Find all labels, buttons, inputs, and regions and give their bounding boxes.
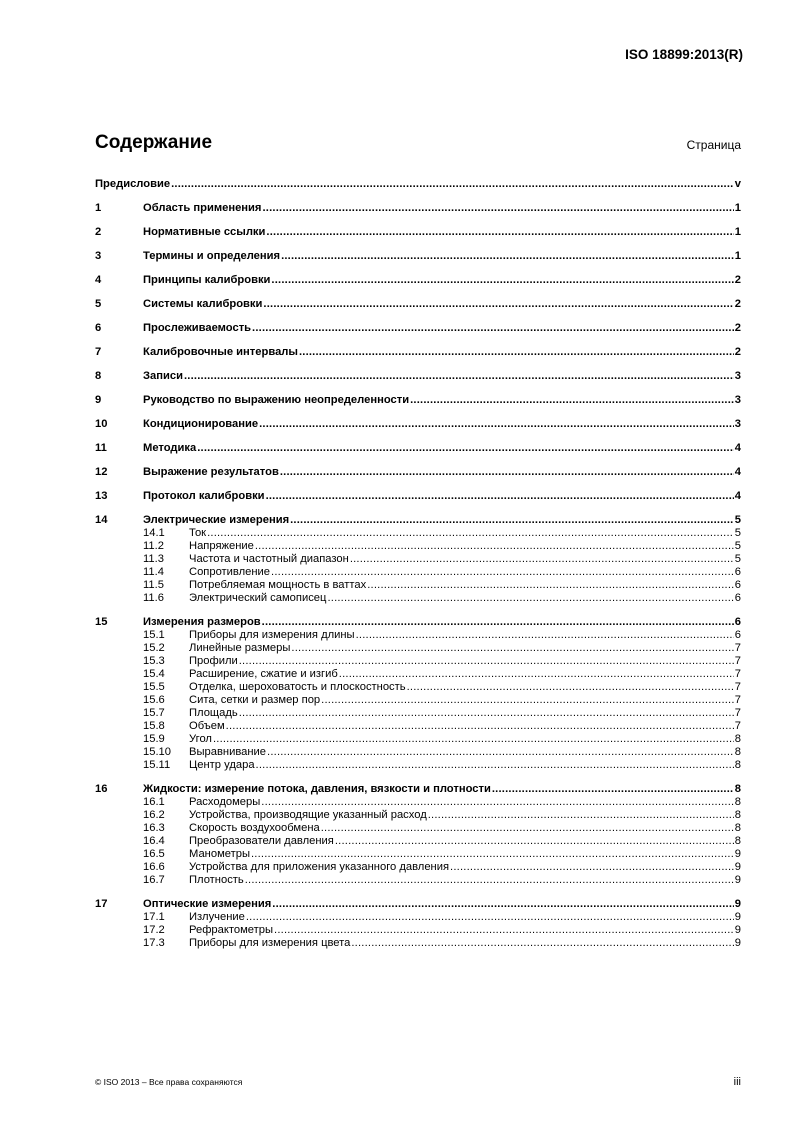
toc-entry-number: 16.4 [143, 835, 165, 847]
toc-entry-subsection[interactable] [95, 655, 741, 668]
toc-entry-page: 5 [734, 540, 741, 552]
spacer [95, 191, 741, 202]
toc-entry-page: 8 [734, 835, 741, 847]
toc-entry-number: 6 [95, 322, 102, 334]
toc-entry-page: 7 [734, 707, 741, 719]
toc-entry-section[interactable] [95, 226, 741, 239]
toc-entry-page: v [734, 178, 741, 190]
leader-dots [207, 527, 734, 540]
leader-dots [271, 566, 734, 579]
toc-entry-section[interactable] [95, 783, 741, 796]
toc-entry-number: 17.2 [143, 924, 165, 936]
toc-entry-page: 9 [734, 924, 741, 936]
toc-entry-page: 7 [734, 668, 741, 680]
toc-entry-subsection[interactable] [95, 553, 741, 566]
toc-entry-number: 16.1 [143, 796, 165, 808]
toc-entry-label: Расходомеры [189, 796, 261, 808]
leader-dots [299, 346, 734, 359]
toc-entry-section[interactable] [95, 898, 741, 911]
leader-dots [259, 418, 734, 431]
leader-dots [327, 592, 733, 605]
spacer [95, 287, 741, 298]
toc-entry-page: 2 [734, 274, 741, 286]
toc-entry-label: Манометры [189, 848, 250, 860]
leader-dots [239, 655, 734, 668]
toc-entry-label: Сопротивление [189, 566, 271, 578]
toc-entry-label: Площадь [189, 707, 238, 719]
toc-entry-page: 6 [734, 566, 741, 578]
toc-entry-label: Выравнивание [189, 746, 267, 758]
leader-dots [321, 822, 734, 835]
toc-entry-label: Калибровочные интервалы [143, 346, 298, 358]
leader-dots [274, 924, 734, 937]
toc-entry-label: Кондиционирование [143, 418, 259, 430]
spacer [95, 239, 741, 250]
toc-entry-label: Излучение [189, 911, 245, 923]
leader-dots [262, 202, 733, 215]
toc-entry-number: 17.1 [143, 911, 165, 923]
toc-entry-number: 15.9 [143, 733, 165, 745]
toc-entry-subsection[interactable] [95, 694, 741, 707]
toc-entry-subsection[interactable] [95, 681, 741, 694]
toc-entry-label: Оптические измерения [143, 898, 272, 910]
toc-entry-page: 3 [734, 418, 741, 430]
toc-entry-number: 16.3 [143, 822, 165, 834]
toc-entry-label: Методика [143, 442, 197, 454]
toc-entry-label: Ток [189, 527, 207, 539]
toc-entry-number: 16.7 [143, 874, 165, 886]
spacer [95, 311, 741, 322]
toc-entry-number: 5 [95, 298, 102, 310]
leader-dots [335, 835, 734, 848]
toc-entry-number: 15.5 [143, 681, 165, 693]
toc-entry-subsection[interactable] [95, 937, 741, 950]
toc-title: Содержание [95, 132, 213, 153]
toc-entry-page: 4 [734, 442, 741, 454]
toc-entry-number: 16.5 [143, 848, 165, 860]
spacer [95, 431, 741, 442]
toc-entry-label: Приборы для измерения длины [189, 629, 355, 641]
leader-dots [252, 322, 734, 335]
leader-dots [263, 298, 733, 311]
toc-entry-label: Частота и частотный диапазон [189, 553, 349, 565]
toc-entry-section[interactable] [95, 442, 741, 455]
toc-entry-subsection[interactable] [95, 874, 741, 887]
spacer [95, 383, 741, 394]
toc-entry-section[interactable] [95, 202, 741, 215]
toc-entry-label: Приборы для измерения цвета [189, 937, 351, 949]
toc-entry-subsection[interactable] [95, 566, 741, 579]
spacer [95, 335, 741, 346]
toc-entry-subsection[interactable] [95, 642, 741, 655]
toc-entry-subsection[interactable] [95, 592, 741, 605]
toc-entry-label: Плотность [189, 874, 244, 886]
leader-dots [410, 394, 734, 407]
toc-entry-page: 5 [734, 514, 741, 526]
leader-dots [350, 553, 734, 566]
toc-entry-number: 9 [95, 394, 102, 406]
toc-entry-page: 1 [734, 202, 741, 214]
toc-entry-page: 1 [734, 226, 741, 238]
leader-dots [450, 861, 734, 874]
leader-dots [351, 937, 733, 950]
toc-entry-section[interactable] [95, 394, 741, 407]
spacer [95, 263, 741, 274]
toc-entry-page: 7 [734, 655, 741, 667]
toc-entry-label: Системы калибровки [143, 298, 263, 310]
toc-entry-page: 8 [734, 796, 741, 808]
leader-dots [245, 874, 734, 887]
toc-entry-subsection[interactable] [95, 707, 741, 720]
toc-entry-number: 15.4 [143, 668, 165, 680]
toc-entry-section[interactable] [95, 298, 741, 311]
toc-entry-number: 15.8 [143, 720, 165, 732]
toc-entry-page: 9 [734, 937, 741, 949]
toc-entry-number: 15.2 [143, 642, 165, 654]
toc-entry-number: 15.6 [143, 694, 165, 706]
toc-entry-label: Предисловие [95, 178, 171, 190]
toc-entry-number: 14 [95, 514, 108, 526]
toc-entry-subsection[interactable] [95, 733, 741, 746]
leader-dots [367, 579, 734, 592]
toc-entry-page: 2 [734, 346, 741, 358]
toc-entry-label: Электрический самописец [189, 592, 327, 604]
toc-entry-page: 8 [734, 746, 741, 758]
toc-entry-label: Профили [189, 655, 238, 667]
toc-entry-subsection[interactable] [95, 527, 741, 540]
toc-entry-page: 9 [734, 861, 741, 873]
toc-entry-label: Центр удара [189, 759, 255, 771]
leader-dots [267, 746, 734, 759]
toc-entry-number: 13 [95, 490, 108, 502]
toc-entry-page: 9 [734, 911, 741, 923]
toc-entry-label: Потребляемая мощность в ваттах [189, 579, 367, 591]
toc-entry-subsection[interactable] [95, 835, 741, 848]
toc-entry-page: 2 [734, 298, 741, 310]
spacer [95, 772, 741, 783]
toc-entry-section[interactable] [95, 274, 741, 287]
toc-entry-label: Угол [189, 733, 212, 745]
toc-entry-number: 1 [95, 202, 102, 214]
toc-entry-page: 6 [734, 592, 741, 604]
toc-entry-number: 7 [95, 346, 102, 358]
leader-dots [213, 733, 734, 746]
leader-dots [251, 848, 734, 861]
spacer [95, 605, 741, 616]
toc-entry-label: Жидкости: измерение потока, давления, вязкости и плотности [143, 783, 491, 795]
toc-entry-number: 11.5 [143, 579, 164, 591]
leader-dots [407, 681, 734, 694]
toc-entry-page: 4 [734, 490, 741, 502]
toc-entry-label: Расширение, сжатие и изгиб [189, 668, 338, 680]
leader-dots [321, 694, 734, 707]
toc-entry-page: 7 [734, 681, 741, 693]
toc-entry-number: 16.6 [143, 861, 165, 873]
toc-entry-number: 11.3 [143, 553, 164, 565]
toc-entry-page: 2 [734, 322, 741, 334]
toc-entry-label: Записи [143, 370, 183, 382]
toc-entry-number: 12 [95, 466, 108, 478]
toc-entry-number: 11.6 [143, 592, 164, 604]
document-id: ISO 18899:2013(R) [625, 47, 743, 62]
toc-entry-number: 14.1 [143, 527, 165, 539]
toc-entry-label: Принципы калибровки [143, 274, 271, 286]
toc-entry-label: Нормативные ссылки [143, 226, 266, 238]
leader-dots [184, 370, 734, 383]
footer-page-number: iii [733, 1076, 741, 1088]
toc-entry-subsection[interactable] [95, 759, 741, 772]
toc-entry-label: Протокол калибровки [143, 490, 265, 502]
leader-dots [266, 490, 734, 503]
toc-entry-label: Устройства для приложения указанного давления [189, 861, 450, 873]
leader-dots [428, 809, 734, 822]
toc-entry-section[interactable] [95, 466, 741, 479]
toc-entry-label: Руководство по выражению неопределенности [143, 394, 410, 406]
toc-entry-page: 5 [734, 553, 741, 565]
toc-entry-number: 11.2 [143, 540, 164, 552]
toc-entry-number: 11 [95, 442, 107, 454]
leader-dots [256, 759, 734, 772]
toc-entry-number: 4 [95, 274, 102, 286]
toc-entry-number: 8 [95, 370, 102, 382]
toc-entry-number: 2 [95, 226, 102, 238]
leader-dots [261, 796, 733, 809]
leader-dots [171, 178, 734, 191]
toc-entry-page: 7 [734, 642, 741, 654]
leader-dots [246, 911, 734, 924]
toc-entry-section[interactable] [95, 418, 741, 431]
leader-dots [272, 898, 733, 911]
toc-entry-label: Скорость воздухообмена [189, 822, 320, 834]
leader-dots [281, 250, 734, 263]
toc-entry-subsection[interactable] [95, 668, 741, 681]
toc-entry-section[interactable] [95, 514, 741, 527]
page-column-label: Страница [686, 138, 741, 152]
toc-entry-subsection[interactable] [95, 911, 741, 924]
toc-entry-label: Прослеживаемость [143, 322, 252, 334]
toc-entry-number: 11.4 [143, 566, 164, 578]
toc-entry-page: 9 [734, 898, 741, 910]
toc-entry-page: 4 [734, 466, 741, 478]
toc-entry-section[interactable] [95, 370, 741, 383]
leader-dots [266, 226, 733, 239]
toc-entry-number: 15.11 [143, 759, 171, 771]
toc-entry-number: 15.10 [143, 746, 171, 758]
toc-entry-number: 10 [95, 418, 108, 430]
toc-entry-number: 15.7 [143, 707, 165, 719]
toc-entry-subsection[interactable] [95, 540, 741, 553]
spacer [95, 359, 741, 370]
spacer [95, 215, 741, 226]
toc-entry-page: 8 [734, 822, 741, 834]
toc-entry-subsection[interactable] [95, 822, 741, 835]
toc-entry-subsection[interactable] [95, 746, 741, 759]
leader-dots [239, 707, 734, 720]
toc-entry-page: 9 [734, 874, 741, 886]
toc-entry-label: Электрические измерения [143, 514, 290, 526]
leader-dots [262, 616, 734, 629]
leader-dots [271, 274, 733, 287]
toc-entry-label: Устройства, производящие указанный расход [189, 809, 427, 821]
spacer [95, 455, 741, 466]
toc-entry-number: 15.1 [143, 629, 165, 641]
toc-entry-page: 7 [734, 694, 741, 706]
leader-dots [290, 514, 734, 527]
toc-entry-label: Рефрактометры [189, 924, 274, 936]
toc-entry-page: 8 [734, 759, 741, 771]
leader-dots [356, 629, 734, 642]
leader-dots [339, 668, 734, 681]
toc-entry-label: Выражение результатов [143, 466, 279, 478]
toc-entry-label: Линейные размеры [189, 642, 291, 654]
toc-entry-label: Термины и определения [143, 250, 281, 262]
toc-entry-section[interactable] [95, 250, 741, 263]
toc-entry-subsection[interactable] [95, 848, 741, 861]
toc-entry-page: 9 [734, 848, 741, 860]
toc-entry-subsection[interactable] [95, 924, 741, 937]
toc-entry-page: 6 [734, 616, 741, 628]
toc-entry-preface[interactable] [95, 178, 741, 191]
toc-entry-section[interactable] [95, 346, 741, 359]
toc-entry-page: 1 [734, 250, 741, 262]
spacer [95, 407, 741, 418]
toc-entry-section[interactable] [95, 490, 741, 503]
toc-entry-number: 15 [95, 616, 108, 628]
leader-dots [226, 720, 734, 733]
toc-entry-label: Измерения размеров [143, 616, 261, 628]
toc-entry-section[interactable] [95, 616, 741, 629]
leader-dots [291, 642, 733, 655]
toc-entry-page: 8 [734, 783, 741, 795]
toc-entry-page: 6 [734, 579, 741, 591]
toc-entry-label: Отделка, шероховатость и плоскостность [189, 681, 406, 693]
leader-dots [197, 442, 734, 455]
toc-entry-subsection[interactable] [95, 796, 741, 809]
toc-entry-label: Сита, сетки и размер пор [189, 694, 321, 706]
toc-entry-page: 8 [734, 809, 741, 821]
toc-entry-subsection[interactable] [95, 861, 741, 874]
leader-dots [255, 540, 734, 553]
table-of-contents [95, 178, 741, 950]
toc-entry-subsection[interactable] [95, 629, 741, 642]
spacer [95, 479, 741, 490]
toc-entry-page: 3 [734, 370, 741, 382]
toc-entry-page: 3 [734, 394, 741, 406]
toc-entry-subsection[interactable] [95, 579, 741, 592]
toc-entry-page: 8 [734, 733, 741, 745]
toc-entry-page: 6 [734, 629, 741, 641]
toc-entry-number: 17 [95, 898, 108, 910]
toc-entry-page: 7 [734, 720, 741, 732]
toc-entry-number: 15.3 [143, 655, 165, 667]
toc-entry-number: 16 [95, 783, 108, 795]
toc-entry-label: Преобразователи давления [189, 835, 334, 847]
spacer [95, 503, 741, 514]
toc-entry-subsection[interactable] [95, 809, 741, 822]
toc-entry-section[interactable] [95, 322, 741, 335]
toc-entry-label: Объем [189, 720, 225, 732]
spacer [95, 887, 741, 898]
leader-dots [280, 466, 734, 479]
toc-entry-label: Область применения [143, 202, 262, 214]
toc-entry-number: 3 [95, 250, 102, 262]
toc-entry-number: 17.3 [143, 937, 165, 949]
toc-entry-subsection[interactable] [95, 720, 741, 733]
toc-entry-number: 16.2 [143, 809, 165, 821]
footer-copyright: © ISO 2013 – Все права сохраняются [95, 1077, 243, 1087]
leader-dots [492, 783, 734, 796]
toc-entry-page: 5 [734, 527, 741, 539]
toc-entry-label: Напряжение [189, 540, 254, 552]
